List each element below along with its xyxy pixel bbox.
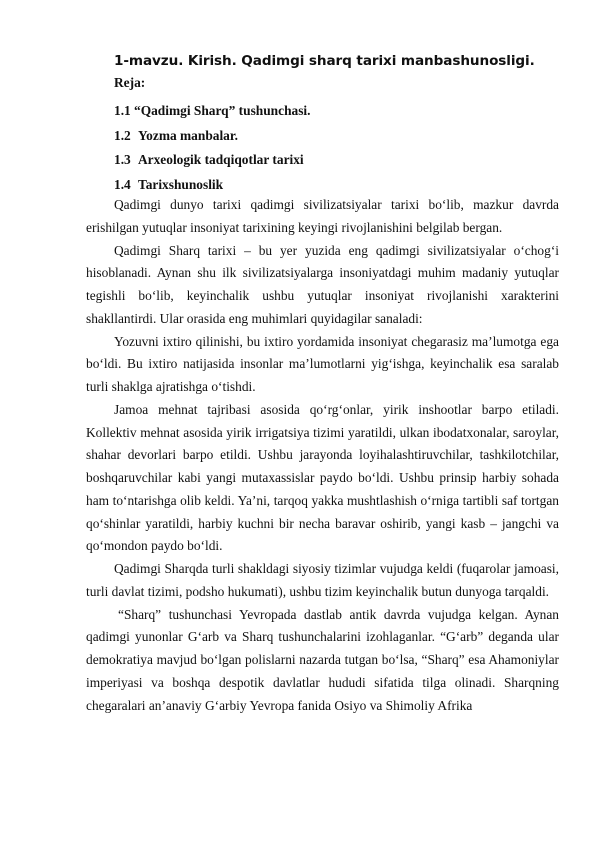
plan-list — [114, 103, 311, 202]
paragraph: Qadimgi Sharq tarixi – bu yer yuzida eng qadimgi sivilizatsiyalar o‘chog‘i hisoblanadi. Aynan shu ilk sivilizatsiyalarga insoniyatdagi muhim madaniy yutuqlar tegishli bo‘lib, keyinchalik ushbu yutuqlar insoniyat rivojlanishi xarakterini shakllantirdi. Ular orasida eng muhimlari quyidagilar sanaladi: — [86, 242, 559, 326]
plan-item-number: 1.2 — [114, 127, 131, 143]
paragraph: “Sharq” tushunchasi Yevropada dastlab antik davrda vujudga kelgan. Aynan qadimgi yunonlar G‘arb va Sharq tushunchalarini izohlaganlar. “G‘arb” deganda ular demokratiya mavjud bo‘lgan polislarni nazarda tutgan bo‘lsa, “Sharq” esa Ahamoniylar imperiyasi va boshqa despotik davlatlar hududi sifatida tilga olinadi. Sharqning chegaralari an’anaviy G‘arbiy Yevropa fanida Osiyo va Shimoliy Afrika — [86, 606, 559, 713]
paragraph: Yozuvni ixtiro qilinishi, bu ixtiro yordamida insoniyat chegarasiz ma’lumotga ega bo‘ldi. Bu ixtiro natijasida insonlar ma’lumotlarni yig‘ishga, keyinchalik esa saralab turli shaklga ajratishga o‘tishdi. — [86, 333, 559, 394]
plan-item-number: 1.4 — [114, 177, 131, 193]
plan-item-number: 1.1 — [114, 103, 131, 118]
plan-item-text: “Qadimgi Sharq” tushunchasi. — [134, 103, 311, 118]
document-title: 1-mavzu. Kirish. Qadimgi sharq tarixi manbashunosligi. — [114, 53, 535, 69]
plan-item-text: Yozma manbalar. — [138, 127, 238, 143]
plan-item — [114, 103, 311, 128]
plan-item-number: 1.3 — [114, 152, 131, 168]
paragraph: Jamoa mehnat tajribasi asosida qo‘rg‘onlar, yirik inshootlar barpo etiladi. Kollektiv mehnat asosida yirik irrigatsiya tizimi yaratildi, ulkan ibodatxonalar, saroylar, shahar devorlari barpo etildi. Ushbu jarayonda loyihalashtiruvchilar, tashkilotchilar, boshqaruvchilar kabi yangi mutaxassislar paydo bo‘ldi. Ushbu prinsip harbiy sohada ham to‘ntarishga olib keldi. Ya’ni, tarqoq yakka mushtlashish o‘rniga tartibli saf tortgan qo‘shinlar yaratildi, harbiy kuchni bir necha baravar oshirib, yangi kasb – jangchi va qo‘mondon paydo bo‘ldi. — [86, 401, 559, 554]
plan-heading: Reja: — [114, 75, 146, 90]
plan-item-text: Tarixshunoslik — [138, 177, 224, 193]
plan-item-text: Arxeologik tadqiqotlar tarixi — [138, 152, 304, 168]
paragraph: Qadimgi dunyo tarixi qadimgi sivilizatsiyalar tarixi bo‘lib, mazkur davrda erishilgan yutuqlar insoniyat tarixining keyingi rivojlanishini belgilab bergan. — [86, 197, 559, 235]
paragraph: Qadimgi Sharqda turli shakldagi siyosiy tizimlar vujudga keldi (fuqarolar jamoasi, turli davlat tizimi, podsho hukumati), ushbu tizim keyinchalik butun dunyoga tarqaldi. — [86, 561, 559, 599]
body-text — [86, 194, 559, 717]
plan-item — [114, 152, 311, 177]
plan-item — [114, 128, 311, 153]
